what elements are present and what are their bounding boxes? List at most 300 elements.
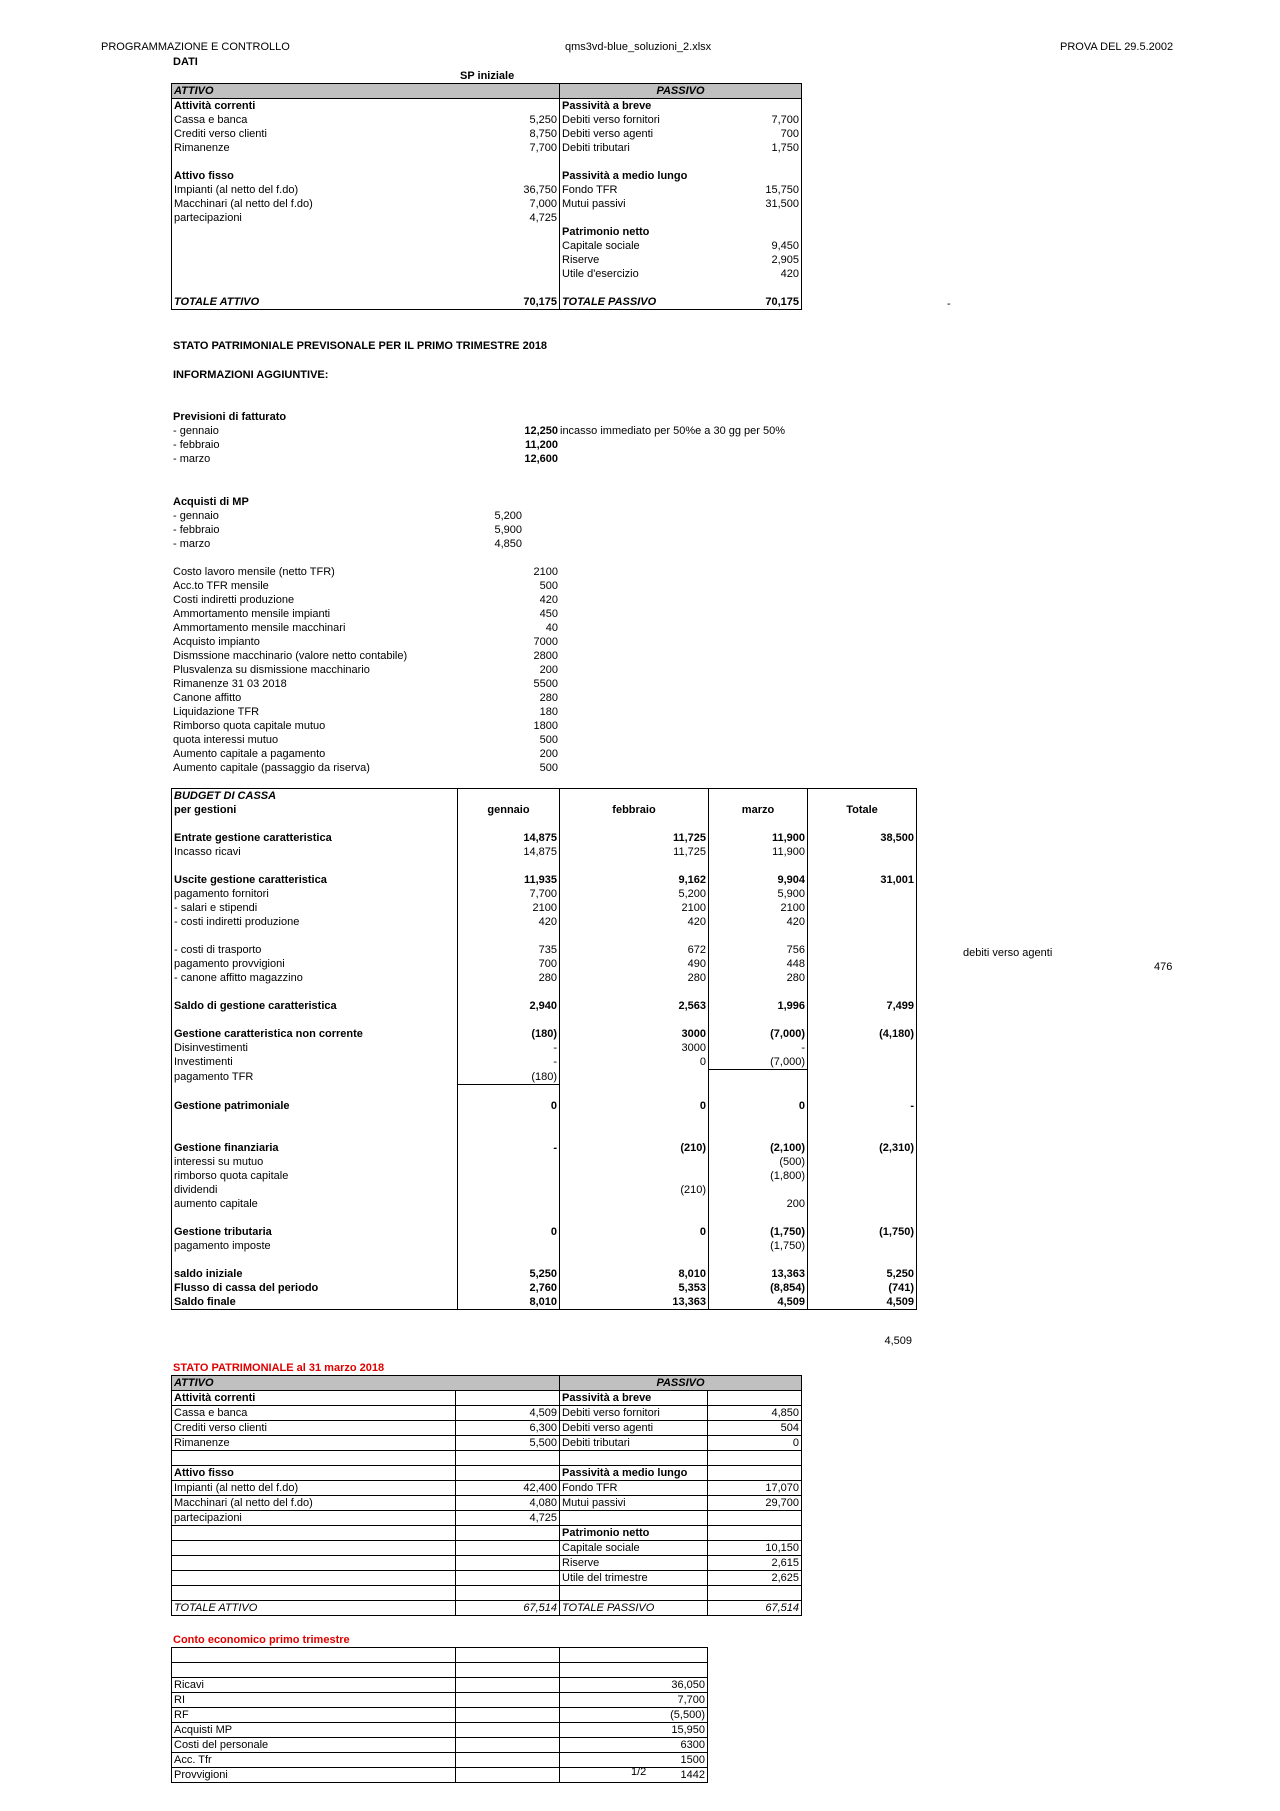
- budget-cell: 420: [458, 915, 560, 929]
- sp1-passivo-value: [710, 155, 802, 169]
- costo-value: 450: [539, 608, 558, 620]
- budget-row: [172, 831, 917, 845]
- budget-cell: 672: [560, 943, 709, 957]
- sp2-attivo-value: 6,300: [456, 1421, 560, 1436]
- budget-cell: (1,750): [709, 1225, 808, 1239]
- budget-cell: (741): [808, 1281, 917, 1295]
- sp1-passivo-value: [710, 225, 802, 239]
- sp1-row: [172, 155, 802, 169]
- attivo-header: ATTIVO: [172, 1376, 560, 1391]
- budget-cell: 420: [709, 915, 808, 929]
- budget-row-label: [172, 1253, 458, 1267]
- budget-row: [172, 817, 917, 831]
- acquisti-title: Acquisti di MP: [173, 496, 249, 508]
- budget-cell: [808, 971, 917, 985]
- budget-row-label: Investimenti: [174, 1056, 233, 1069]
- budget-cell: [709, 1070, 808, 1085]
- sp2-passivo-value: [708, 1451, 802, 1466]
- budget-row: [172, 1183, 917, 1197]
- sp2-passivo-label: Debiti verso agenti: [560, 1421, 708, 1436]
- ce-label: [172, 1648, 456, 1663]
- sp1-passivo-label: Capitale sociale: [560, 239, 710, 253]
- budget-empty-cell: [560, 789, 709, 804]
- sp2-passivo-value: 29,700: [708, 1496, 802, 1511]
- budget-cell: [458, 1127, 560, 1141]
- budget-cell: [808, 1041, 917, 1055]
- budget-row: [172, 1084, 917, 1099]
- fatturato-labels: [173, 424, 219, 466]
- ce-value: 36,050: [560, 1678, 708, 1693]
- budget-cell: 4,509: [709, 1295, 808, 1310]
- budget-row: [172, 901, 917, 915]
- budget-cell: [808, 1055, 917, 1070]
- sp1-attivo-value: [472, 253, 560, 267]
- ce-value: [560, 1648, 708, 1663]
- sp1-attivo-label: [172, 267, 472, 281]
- sp2-attivo-value: [456, 1391, 560, 1406]
- sp2-passivo-label: Capitale sociale: [560, 1541, 708, 1556]
- budget-row-label: Gestione finanziaria: [174, 1141, 279, 1154]
- debiti-agenti-label: debiti verso agenti: [963, 947, 1053, 959]
- sp1-row: [172, 197, 802, 211]
- sp-iniziale-title: SP iniziale: [460, 70, 515, 82]
- budget-cell: 0: [458, 1099, 560, 1113]
- sp2-attivo-label: [172, 1586, 456, 1601]
- budget-cell: 11,725: [560, 845, 709, 859]
- budget-cell: [808, 1239, 917, 1253]
- budget-empty-cell: [709, 789, 808, 804]
- sp2-passivo-label: [560, 1511, 708, 1526]
- header-center: qms3vd-blue_soluzioni_2.xlsx: [565, 41, 712, 53]
- fatturato-label: - febbraio: [173, 439, 220, 451]
- sp1-passivo-value: 7,700: [710, 113, 802, 127]
- budget-cell: 756: [709, 943, 808, 957]
- budget-row: [172, 859, 917, 873]
- budget-cell: (2,310): [808, 1141, 917, 1155]
- sp2-passivo-label: Fondo TFR: [560, 1481, 708, 1496]
- budget-row: [172, 985, 917, 999]
- budget-cell: 13,363: [560, 1295, 709, 1310]
- budget-cell: [458, 1155, 560, 1169]
- passivo-header: PASSIVO: [560, 1376, 802, 1391]
- sp1-attivo-value: [472, 281, 560, 295]
- sp2-attivo-value: [456, 1586, 560, 1601]
- sp2-row: [172, 1556, 802, 1571]
- budget-row-label: - salari e stipendi: [174, 902, 258, 914]
- budget-row: [172, 1197, 917, 1211]
- budget-row: [172, 1141, 917, 1155]
- sp1-passivo-value: 31,500: [710, 197, 802, 211]
- sp1-attivo-value: 8,750: [529, 128, 558, 140]
- sp1-passivo-value: 9,450: [710, 239, 802, 253]
- budget-cell: [808, 859, 917, 873]
- sp1-passivo-value: 2,905: [710, 253, 802, 267]
- sp1-header-row: [172, 84, 802, 99]
- ce-label: Costi del personale: [172, 1738, 456, 1753]
- sp1-attivo-label: partecipazioni: [172, 211, 472, 225]
- budget-cell: 280: [458, 971, 560, 985]
- budget-cell: [808, 845, 917, 859]
- budget-cell: 2100: [709, 901, 808, 915]
- budget-row: [172, 943, 917, 957]
- budget-cell: [458, 1113, 560, 1127]
- budget-cell: [560, 817, 709, 831]
- sp2-passivo-value: [708, 1466, 802, 1481]
- budget-cell: 9,162: [560, 873, 709, 887]
- budget-title-row: [172, 789, 917, 804]
- budget-cell: 8,010: [560, 1267, 709, 1281]
- sp1-attivo-label: Impianti (al netto del f.do): [172, 183, 472, 197]
- budget-cell: 11,725: [560, 831, 709, 845]
- sp1-passivo-value: [710, 281, 802, 295]
- budget-row-label: [172, 929, 458, 943]
- sp1-attivo-label: [172, 155, 472, 169]
- budget-cell: [808, 1013, 917, 1027]
- sp1-passivo-label: Debiti tributari: [560, 141, 710, 155]
- costo-value: 280: [539, 692, 558, 704]
- page-number: 1/2: [631, 1766, 647, 1778]
- sp1-passivo-label: Patrimonio netto: [560, 225, 710, 239]
- budget-cell: -: [709, 1041, 808, 1055]
- budget-cell: 5,353: [560, 1281, 709, 1295]
- budget-cell: [808, 1169, 917, 1183]
- budget-cell: 14,875: [458, 831, 560, 845]
- sp2-attivo-label: [172, 1526, 456, 1541]
- budget-row: [172, 873, 917, 887]
- budget-cell: [458, 1084, 560, 1099]
- sp1-row: [172, 211, 802, 225]
- sp2-row: [172, 1451, 802, 1466]
- sp1-attivo-label: Macchinari (al netto del f.do): [172, 197, 472, 211]
- budget-row-label: [172, 1127, 458, 1141]
- sp2-row: [172, 1436, 802, 1451]
- sp2-passivo-label: Debiti verso fornitori: [560, 1406, 708, 1421]
- sp1-passivo-label: Debiti verso agenti: [560, 127, 710, 141]
- budget-row-label: pagamento fornitori: [174, 888, 269, 900]
- passivo-header: PASSIVO: [560, 84, 802, 99]
- budget-row: [172, 1070, 917, 1085]
- budget-cell: [808, 1084, 917, 1099]
- budget-col-header: Totale: [808, 803, 917, 817]
- budget-row: [172, 971, 917, 985]
- budget-row-label: pagamento imposte: [174, 1239, 271, 1252]
- budget-cell: [808, 1183, 917, 1197]
- totale-attivo-label: TOTALE ATTIVO: [172, 295, 472, 310]
- totale-passivo-label: TOTALE PASSIVO: [560, 1601, 708, 1616]
- sp1-passivo-label: Debiti verso fornitori: [560, 113, 710, 127]
- budget-cell: [709, 1127, 808, 1141]
- sp2-passivo-label: Utile del trimestre: [560, 1571, 708, 1586]
- sp-finale-title: STATO PATRIMONIALE al 31 marzo 2018: [173, 1362, 385, 1374]
- budget-header-row: [172, 803, 917, 817]
- budget-row-label: [172, 1013, 458, 1027]
- ce-label: RI: [172, 1693, 456, 1708]
- budget-cell: [709, 1253, 808, 1267]
- budget-row-label: - costi indiretti produzione: [174, 916, 300, 928]
- sp2-passivo-value: 2,615: [708, 1556, 802, 1571]
- budget-row-label: saldo iniziale: [174, 1267, 243, 1280]
- budget-empty-cell: [808, 789, 917, 804]
- sp1-row: [172, 225, 802, 239]
- costo-value: 2100: [533, 566, 558, 578]
- sp2-passivo-value: 0: [708, 1436, 802, 1451]
- budget-row-label: [172, 859, 458, 873]
- sp1-row: [172, 141, 802, 155]
- costo-label: Liquidazione TFR: [173, 706, 260, 718]
- sp-iniziale-dash: -: [947, 298, 951, 310]
- sp2-passivo-label: [560, 1451, 708, 1466]
- sp1-row: [172, 183, 802, 197]
- budget-cell: [808, 985, 917, 999]
- sp2-attivo-label: Rimanenze: [172, 1436, 456, 1451]
- budget-cell: 2100: [560, 901, 709, 915]
- sp2-attivo-label: partecipazioni: [172, 1511, 456, 1526]
- ce-label: [172, 1663, 456, 1678]
- sp1-passivo-label: Utile d'esercizio: [560, 267, 710, 281]
- budget-row-label: Gestione caratteristica non corrente: [174, 1028, 363, 1040]
- budget-row-label: interessi su mutuo: [174, 1155, 264, 1168]
- budget-row-label: Flusso di cassa del periodo: [174, 1281, 319, 1294]
- ce-row: [172, 1768, 708, 1783]
- sp1-passivo-value: 1,750: [710, 141, 802, 155]
- costo-label: Rimborso quota capitale mutuo: [173, 720, 326, 732]
- budget-cell: [808, 915, 917, 929]
- sp2-row: [172, 1466, 802, 1481]
- sp-finale-table: [171, 1375, 802, 1616]
- sp1-attivo-value: [472, 99, 560, 114]
- budget-row: [172, 1281, 917, 1295]
- ce-title: Conto economico primo trimestre: [173, 1634, 350, 1646]
- sp2-passivo-value: 17,070: [708, 1481, 802, 1496]
- sp2-attivo-value: 42,400: [456, 1481, 560, 1496]
- sp2-attivo-value: [456, 1466, 560, 1481]
- budget-cell: [560, 1197, 709, 1211]
- budget-cell: [458, 1253, 560, 1267]
- budget-row-label: Incasso ricavi: [174, 846, 241, 858]
- budget-cell: -: [808, 1099, 917, 1113]
- budget-row-label: Saldo di gestione caratteristica: [174, 1000, 337, 1012]
- budget-cell: (8,854): [709, 1281, 808, 1295]
- ce-label: Provvigioni: [172, 1768, 456, 1783]
- budget-cell: 0: [560, 1055, 709, 1070]
- ce-row: [172, 1678, 708, 1693]
- budget-cell: [458, 985, 560, 999]
- budget-cell: [808, 817, 917, 831]
- sp1-passivo-label: [560, 281, 710, 295]
- budget-cell: [560, 859, 709, 873]
- budget-cell: [808, 1113, 917, 1127]
- acquisti-value: 4,850: [494, 538, 522, 550]
- budget-row: [172, 1099, 917, 1113]
- budget-row: [172, 887, 917, 901]
- budget-cell: [709, 985, 808, 999]
- sp2-header-row: [172, 1376, 802, 1391]
- ce-value: 7,700: [560, 1693, 708, 1708]
- sp1-passivo-label: [560, 155, 710, 169]
- budget-cell: [808, 901, 917, 915]
- budget-cell: [709, 1211, 808, 1225]
- budget-cell: -: [458, 1041, 560, 1055]
- sp2-attivo-value: 4,080: [456, 1496, 560, 1511]
- budget-cell: [560, 1155, 709, 1169]
- budget-cell: 5,900: [709, 887, 808, 901]
- budget-cell: [458, 817, 560, 831]
- budget-subtitle: per gestioni: [174, 804, 237, 816]
- sp1-attivo-label: [172, 239, 472, 253]
- budget-row-label: Gestione tributaria: [174, 1225, 272, 1238]
- budget-row: [172, 1127, 917, 1141]
- budget-cell: (7,000): [709, 1055, 808, 1070]
- sp1-attivo-value: 7,700: [529, 142, 558, 154]
- sp2-attivo-value: [456, 1526, 560, 1541]
- conto-economico-table: [171, 1647, 708, 1783]
- budget-cell: 3000: [560, 1027, 709, 1041]
- sp1-attivo-label: Crediti verso clienti: [172, 127, 472, 141]
- ce-empty-cell: [456, 1678, 560, 1693]
- budget-col-header: marzo: [709, 803, 808, 817]
- sp2-attivo-value: [456, 1556, 560, 1571]
- ce-empty-cell: [456, 1738, 560, 1753]
- costo-value: 420: [539, 594, 558, 606]
- sp2-passivo-value: [708, 1526, 802, 1541]
- totale-attivo-label: TOTALE ATTIVO: [172, 1601, 456, 1616]
- sp1-attivo-label: Rimanenze: [172, 141, 472, 155]
- budget-row-label: [172, 1113, 458, 1127]
- acquisti-value: 5,900: [494, 524, 522, 536]
- budget-cell: (180): [458, 1070, 560, 1085]
- budget-cell: [709, 859, 808, 873]
- budget-row: [172, 1013, 917, 1027]
- sp2-row: [172, 1391, 802, 1406]
- sp1-passivo-value: 420: [710, 267, 802, 281]
- budget-cell: [560, 1253, 709, 1267]
- acquisti-labels: [173, 509, 219, 551]
- sp2-total-row: [172, 1601, 802, 1616]
- sp1-attivo-value: [472, 239, 560, 253]
- budget-cell: [709, 1113, 808, 1127]
- acquisti-label: - marzo: [173, 538, 211, 550]
- sp2-passivo-label: [560, 1586, 708, 1601]
- budget-cell: 200: [709, 1197, 808, 1211]
- sp-previsionale-title: STATO PATRIMONIALE PREVISONALE PER IL PRIMO TRIMESTRE 2018: [173, 340, 548, 352]
- budget-cell: 11,900: [709, 831, 808, 845]
- sp1-passivo-label: Passività a medio lungo: [560, 169, 710, 183]
- budget-row-label: Gestione patrimoniale: [174, 1099, 290, 1112]
- info-aggiuntive-title: INFORMAZIONI AGGIUNTIVE:: [173, 369, 329, 381]
- sp1-attivo-label: [172, 253, 472, 267]
- sp2-attivo-label: Impianti (al netto del f.do): [172, 1481, 456, 1496]
- sp2-row: [172, 1481, 802, 1496]
- dati-label: DATI: [173, 56, 198, 68]
- sp2-row: [172, 1496, 802, 1511]
- sp1-attivo-label: [172, 225, 472, 239]
- sp2-row: [172, 1541, 802, 1556]
- budget-cell: [560, 1239, 709, 1253]
- budget-cell: (2,100): [709, 1141, 808, 1155]
- budget-cell: [560, 1211, 709, 1225]
- budget-cell: [458, 1183, 560, 1197]
- budget-row-label: pagamento TFR: [174, 1070, 254, 1083]
- costo-value: 200: [539, 748, 558, 760]
- budget-cell: [560, 1113, 709, 1127]
- acquisti-label: - gennaio: [173, 510, 219, 522]
- sp1-row: [172, 113, 802, 127]
- budget-row: [172, 1211, 917, 1225]
- ce-value: 1500: [560, 1753, 708, 1768]
- budget-col-header: febbraio: [560, 803, 709, 817]
- budget-cell: [709, 1084, 808, 1099]
- budget-cell: 2100: [458, 901, 560, 915]
- budget-row-label: [172, 1084, 458, 1099]
- sp2-attivo-value: [456, 1541, 560, 1556]
- ce-value: (5,500): [560, 1708, 708, 1723]
- budget-row-label: [172, 985, 458, 999]
- costo-label: Acc.to TFR mensile: [173, 580, 269, 592]
- budget-cell: [808, 1253, 917, 1267]
- sp2-passivo-label: Riserve: [560, 1556, 708, 1571]
- fatturato-note: incasso immediato per 50%e a 30 gg per 50%: [560, 425, 786, 437]
- sp1-attivo-label: Cassa e banca: [172, 113, 472, 127]
- sp2-attivo-label: [172, 1541, 456, 1556]
- sp2-attivo-label: [172, 1556, 456, 1571]
- budget-cell: (210): [560, 1141, 709, 1155]
- budget-cell: 13,363: [709, 1267, 808, 1281]
- totale-passivo-value: 67,514: [708, 1601, 802, 1616]
- budget-cell: 14,875: [458, 845, 560, 859]
- budget-empty-cell: [458, 789, 560, 804]
- ce-label: Acquisti MP: [172, 1723, 456, 1738]
- sp2-attivo-value: [456, 1451, 560, 1466]
- sp1-passivo-value: [710, 169, 802, 183]
- budget-row-label: aumento capitale: [174, 1197, 258, 1210]
- sp1-passivo-label: Riserve: [560, 253, 710, 267]
- ce-row: [172, 1738, 708, 1753]
- fatturato-values: [500, 424, 558, 466]
- budget-cell: 280: [709, 971, 808, 985]
- budget-cell: [808, 1127, 917, 1141]
- ce-empty-cell: [456, 1708, 560, 1723]
- budget-row: [172, 1055, 917, 1070]
- sp2-passivo-value: [708, 1586, 802, 1601]
- budget-row-label: Saldo finale: [174, 1295, 236, 1308]
- costo-value: 500: [539, 580, 558, 592]
- costo-label: Rimanenze 31 03 2018: [173, 678, 287, 690]
- fatturato-label: - gennaio: [173, 425, 219, 437]
- budget-cell: 7,700: [458, 887, 560, 901]
- sp2-attivo-label: Attività correnti: [172, 1391, 456, 1406]
- acquisti-value: 5,200: [494, 510, 522, 522]
- budget-cell: (500): [709, 1155, 808, 1169]
- budget-cell: [458, 1211, 560, 1225]
- sp2-passivo-value: [708, 1511, 802, 1526]
- budget-row: [172, 1041, 917, 1055]
- budget-cell: 11,935: [458, 873, 560, 887]
- costo-label: Costo lavoro mensile (netto TFR): [173, 566, 335, 578]
- budget-cell: 735: [458, 943, 560, 957]
- budget-cell: [709, 929, 808, 943]
- budget-row: [172, 1295, 917, 1310]
- sp1-attivo-value: 4,725: [529, 212, 558, 224]
- attivo-header: ATTIVO: [172, 84, 560, 99]
- budget-cell: [560, 1169, 709, 1183]
- budget-cell: -: [458, 1055, 560, 1070]
- budget-cell: 700: [458, 957, 560, 971]
- sp1-attivo-value: [472, 169, 560, 183]
- budget-row: [172, 1027, 917, 1041]
- budget-row-label: - costi di trasporto: [174, 944, 262, 956]
- budget-cell: 4,509: [808, 1295, 917, 1310]
- budget-cell: 8,010: [458, 1295, 560, 1310]
